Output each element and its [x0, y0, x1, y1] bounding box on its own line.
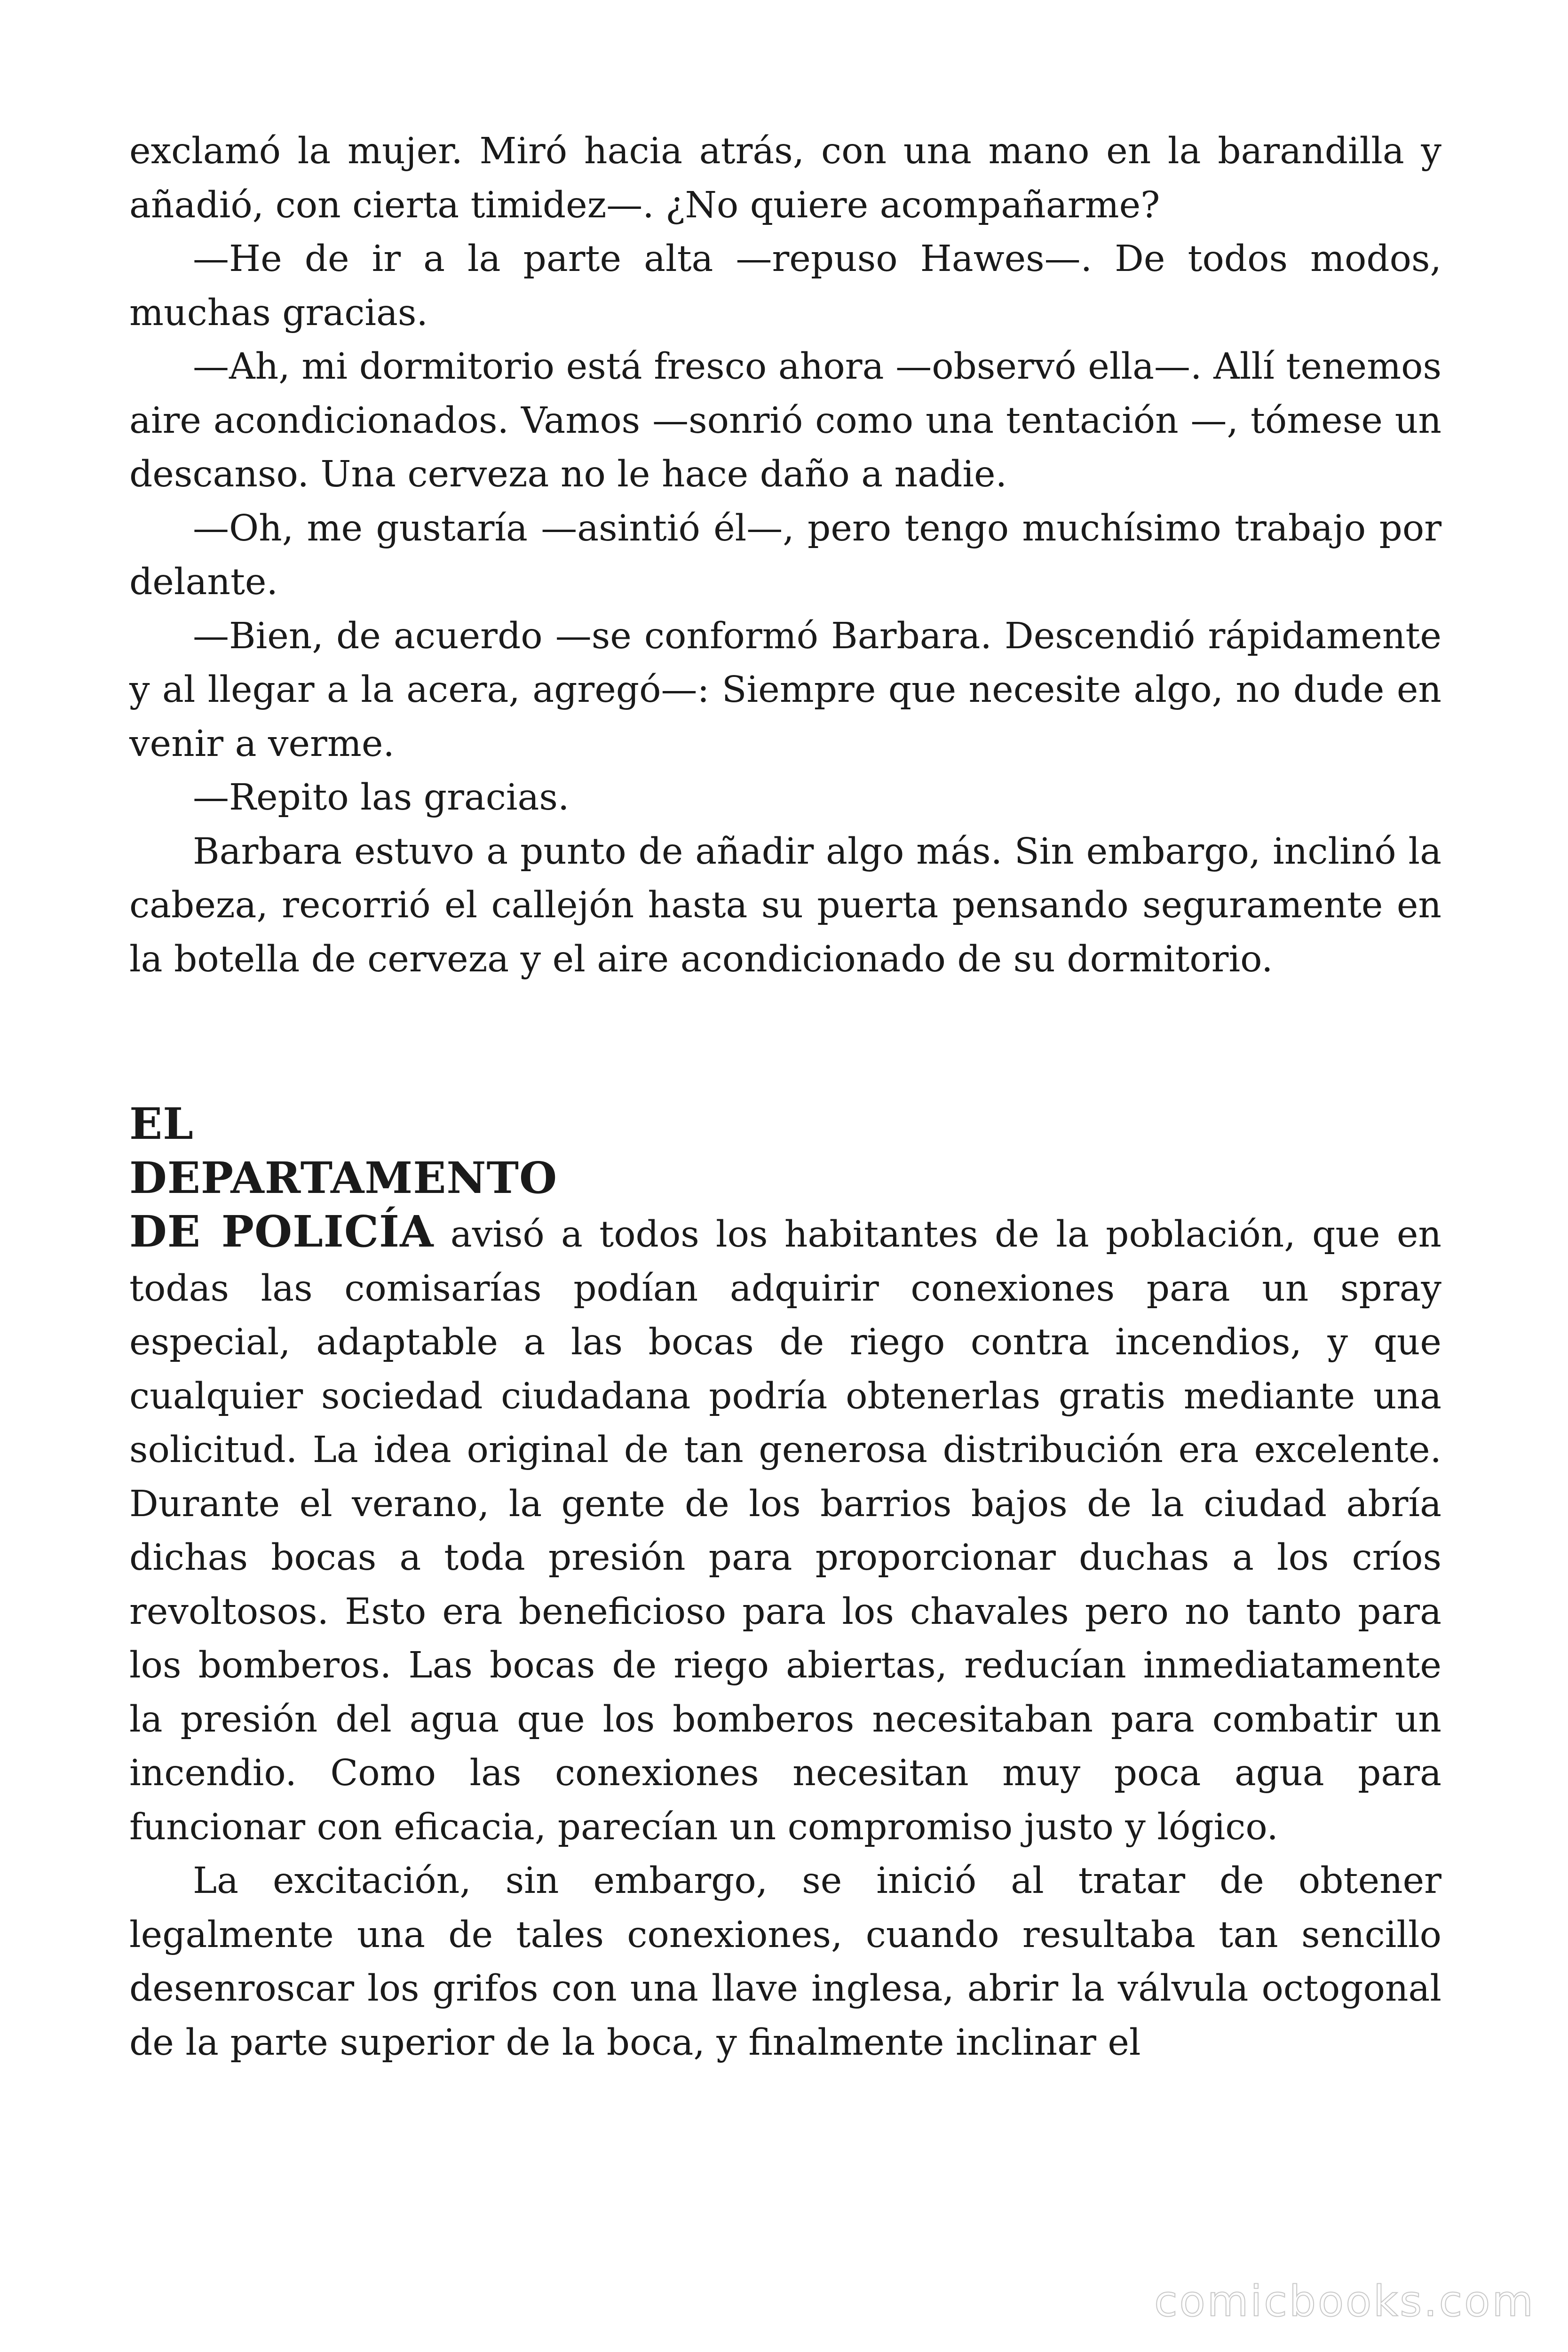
top-text-block — [129, 125, 1441, 986]
section-break — [129, 986, 1441, 1097]
section-heading-line-2: DEPARTAMENTO — [129, 1152, 558, 1203]
dialogue-paragraph: —Oh, me gustaría —asintió él—, pero tengo muchísimo trabajo por delante. — [129, 507, 1441, 603]
section-first-paragraph-text: avisó a todos los habitantes de la población, que en todas las comisarías podían adquirir conexiones para un spray especial, adaptable a las bocas de riego contra incendios, y que cualquier sociedad ciudadana podría obtenerlas gratis mediante una solicitud. La idea original de tan generosa distribución era excelente. Durante el verano, la gente de los barrios bajos de la ciudad abría dichas bocas a toda presión para proporcionar duchas a los críos revoltosos. Esto era beneficioso para los chavales pero no tanto para los bomberos. Las bocas de riego abiertas, reducían inmediatamente la presión del agua que los bomberos necesitaban para combatir un incendio. Como las conexiones necesitan muy poca agua para funcionar con eficacia, parecían un compromiso justo y lógico. — [129, 1214, 1441, 1848]
page-body — [129, 125, 1441, 2070]
section-text-block — [129, 1097, 1441, 2070]
dialogue-paragraph: —He de ir a la parte alta —repuso Hawes—. De todos modos, muchas gracias. — [129, 238, 1441, 334]
dialogue-paragraph: —Repito las gracias. — [193, 777, 570, 818]
narrative-paragraph: Barbara estuvo a punto de añadir algo más. Sin embargo, inclinó la cabeza, recorrió el callejón hasta su puerta pensando seguramente en la botella de cerveza y el aire acondicionado de su dormitorio. — [129, 830, 1441, 980]
section-second-paragraph: La excitación, sin embargo, se inició al tratar de obtener legalmente una de tales conexiones, cuando resultaba tan sencillo desenroscar los grifos con una llave inglesa, abrir la válvula octogonal de la parte superior de la boca, y finalmente inclinar el — [129, 1860, 1441, 2064]
dialogue-paragraph: —Ah, mi dormitorio está fresco ahora —observó ella—. Allí tenemos aire acondicionados. Vamos —sonrió como una tentación —, tómese un descanso. Una cerveza no le hace daño a nadie. — [129, 346, 1441, 495]
section-first-paragraph — [129, 1205, 1441, 1854]
paragraph-continuation: exclamó la mujer. Miró hacia atrás, con una mano en la barandilla y añadió, con cierta timidez—. ¿No quiere acompañarme? — [129, 130, 1441, 226]
section-heading-line-1: EL — [129, 1098, 194, 1149]
section-heading-line-3: DE POLICÍA — [129, 1206, 434, 1257]
dialogue-paragraph: —Bien, de acuerdo —se conformó Barbara. Descendió rápidamente y al llegar a la acera, agregó—: Siempre que necesite algo, no dude en venir a verme. — [129, 615, 1441, 765]
watermark-logo: comicbooks.com — [1154, 2277, 1535, 2326]
